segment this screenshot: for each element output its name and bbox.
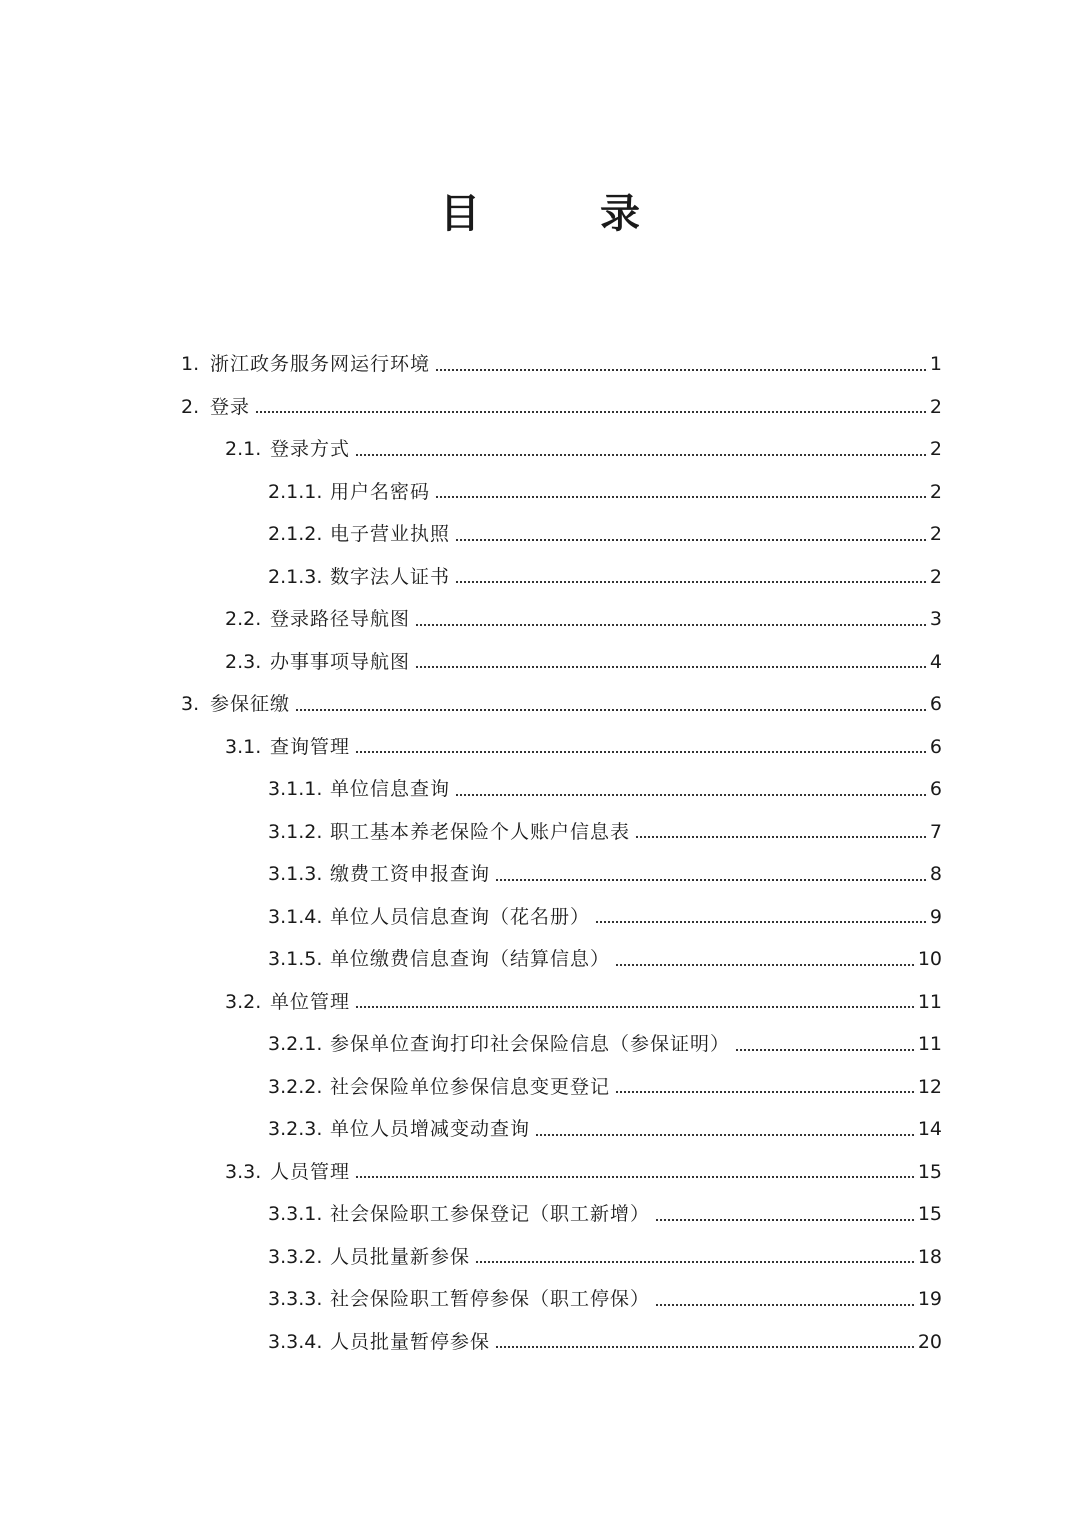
toc-entry[interactable] xyxy=(0,1108,1080,1151)
toc-entry-page-number: 15 xyxy=(917,1203,942,1226)
toc-entry-label: 人员管理 xyxy=(270,1160,351,1183)
dot-leader xyxy=(736,1047,914,1051)
toc-entry[interactable] xyxy=(0,343,1080,386)
toc-entry-number: 3.1.5. xyxy=(268,948,323,971)
toc-entry-number: 2.1. xyxy=(225,438,262,461)
toc-entry-label: 单位人员增减变动查询 xyxy=(330,1118,531,1141)
dot-leader xyxy=(356,749,926,753)
toc-entry-page-number: 11 xyxy=(917,990,942,1013)
toc-entry-number: 1. xyxy=(181,353,200,376)
toc-entry-number: 3.1. xyxy=(225,735,262,758)
toc-entry[interactable] xyxy=(0,1193,1080,1236)
toc-entry[interactable] xyxy=(0,1151,1080,1194)
toc-entry[interactable] xyxy=(0,386,1080,429)
toc-entry-number: 3.3.3. xyxy=(268,1288,323,1311)
toc-entry-label: 社会保险职工参保登记（职工新增） xyxy=(330,1203,651,1226)
toc-entry-label: 登录路径导航图 xyxy=(270,608,411,631)
toc-entry-number: 3.1.3. xyxy=(268,863,323,886)
toc-entry-page-number: 8 xyxy=(929,863,942,886)
toc-entry[interactable] xyxy=(0,556,1080,599)
dot-leader xyxy=(296,707,926,711)
toc-entry-label: 参保单位查询打印社会保险信息（参保证明） xyxy=(330,1033,731,1056)
dot-leader xyxy=(616,1089,914,1093)
toc-entry-number: 3.1.2. xyxy=(268,820,323,843)
toc-entry[interactable] xyxy=(0,768,1080,811)
dot-leader xyxy=(416,664,926,668)
dot-leader xyxy=(456,792,926,796)
toc-entry[interactable] xyxy=(0,726,1080,769)
toc-entry-page-number: 19 xyxy=(917,1288,942,1311)
toc-entry[interactable] xyxy=(0,1236,1080,1279)
dot-leader xyxy=(256,409,926,413)
dot-leader xyxy=(356,452,926,456)
toc-entry-page-number: 9 xyxy=(929,905,942,928)
dot-leader xyxy=(416,622,926,626)
toc-entry-page-number: 6 xyxy=(929,778,942,801)
toc-entry-number: 3.3. xyxy=(225,1160,262,1183)
dot-leader xyxy=(436,494,926,498)
toc-entry[interactable] xyxy=(0,641,1080,684)
toc-entry-label: 单位人员信息查询（花名册） xyxy=(330,905,591,928)
toc-entry-number: 2.1.2. xyxy=(268,523,323,546)
toc-entry-label: 登录 xyxy=(210,395,251,418)
toc-entry-label: 参保征缴 xyxy=(210,693,291,716)
toc-entry-number: 2.1.3. xyxy=(268,565,323,588)
toc-entry-label: 职工基本养老保险个人账户信息表 xyxy=(330,820,631,843)
toc-entry-page-number: 18 xyxy=(917,1245,942,1268)
toc-entry-label: 单位缴费信息查询（结算信息） xyxy=(330,948,611,971)
dot-leader xyxy=(656,1217,914,1221)
table-of-contents xyxy=(0,343,1080,1363)
toc-entry-page-number: 1 xyxy=(929,353,942,376)
dot-leader xyxy=(476,1259,914,1263)
toc-entry[interactable] xyxy=(0,896,1080,939)
toc-entry-number: 3.1.1. xyxy=(268,778,323,801)
toc-entry-label: 缴费工资申报查询 xyxy=(330,863,491,886)
toc-entry[interactable] xyxy=(0,598,1080,641)
dot-leader xyxy=(356,1004,914,1008)
toc-entry-number: 2.3. xyxy=(225,650,262,673)
dot-leader xyxy=(616,962,914,966)
toc-entry-label: 社会保险职工暂停参保（职工停保） xyxy=(330,1288,651,1311)
toc-entry[interactable] xyxy=(0,853,1080,896)
toc-entry[interactable] xyxy=(0,981,1080,1024)
toc-entry-label: 浙江政务服务网运行环境 xyxy=(210,353,431,376)
dot-leader xyxy=(456,537,926,541)
toc-entry-number: 3.3.2. xyxy=(268,1245,323,1268)
toc-entry[interactable] xyxy=(0,1321,1080,1364)
toc-entry-page-number: 2 xyxy=(929,395,942,418)
toc-entry-page-number: 6 xyxy=(929,735,942,758)
dot-leader xyxy=(536,1132,914,1136)
dot-leader xyxy=(356,1174,914,1178)
dot-leader xyxy=(496,1344,914,1348)
dot-leader xyxy=(436,367,926,371)
toc-entry[interactable] xyxy=(0,811,1080,854)
toc-entry-label: 人员批量暂停参保 xyxy=(330,1330,491,1353)
toc-entry[interactable] xyxy=(0,1023,1080,1066)
toc-entry-label: 登录方式 xyxy=(270,438,351,461)
toc-entry-page-number: 2 xyxy=(929,565,942,588)
toc-entry[interactable] xyxy=(0,938,1080,981)
toc-entry-page-number: 11 xyxy=(917,1033,942,1056)
toc-entry-page-number: 2 xyxy=(929,523,942,546)
toc-entry-page-number: 20 xyxy=(917,1330,942,1353)
toc-entry-page-number: 10 xyxy=(917,948,942,971)
toc-entry-page-number: 6 xyxy=(929,693,942,716)
toc-entry-label: 办事事项导航图 xyxy=(270,650,411,673)
toc-entry-number: 3.2. xyxy=(225,990,262,1013)
toc-entry-page-number: 3 xyxy=(929,608,942,631)
toc-entry-number: 2.1.1. xyxy=(268,480,323,503)
toc-entry-number: 3. xyxy=(181,693,200,716)
toc-entry-page-number: 15 xyxy=(917,1160,942,1183)
toc-entry-number: 3.2.2. xyxy=(268,1075,323,1098)
dot-leader xyxy=(636,834,926,838)
dot-leader xyxy=(596,919,926,923)
toc-entry-number: 3.2.3. xyxy=(268,1118,323,1141)
toc-entry[interactable] xyxy=(0,471,1080,514)
dot-leader xyxy=(656,1302,914,1306)
toc-entry-page-number: 4 xyxy=(929,650,942,673)
toc-entry-label: 单位信息查询 xyxy=(330,778,451,801)
toc-entry-page-number: 7 xyxy=(929,820,942,843)
dot-leader xyxy=(496,877,926,881)
toc-entry-page-number: 12 xyxy=(917,1075,942,1098)
toc-entry-number: 3.3.1. xyxy=(268,1203,323,1226)
toc-entry-label: 社会保险单位参保信息变更登记 xyxy=(330,1075,611,1098)
toc-entry-label: 查询管理 xyxy=(270,735,351,758)
toc-entry-page-number: 14 xyxy=(917,1118,942,1141)
toc-entry[interactable] xyxy=(0,683,1080,726)
page-title: 目 录 xyxy=(440,190,680,237)
toc-entry-label: 人员批量新参保 xyxy=(330,1245,471,1268)
toc-entry[interactable] xyxy=(0,1278,1080,1321)
dot-leader xyxy=(456,579,926,583)
toc-entry-label: 数字法人证书 xyxy=(330,565,451,588)
toc-entry-number: 3.1.4. xyxy=(268,905,323,928)
toc-entry-number: 3.3.4. xyxy=(268,1330,323,1353)
toc-entry-number: 3.2.1. xyxy=(268,1033,323,1056)
toc-entry[interactable] xyxy=(0,1066,1080,1109)
toc-entry-page-number: 2 xyxy=(929,480,942,503)
toc-entry-label: 用户名密码 xyxy=(330,480,431,503)
toc-entry[interactable] xyxy=(0,428,1080,471)
toc-entry-label: 单位管理 xyxy=(270,990,351,1013)
toc-entry-number: 2. xyxy=(181,395,200,418)
toc-entry-number: 2.2. xyxy=(225,608,262,631)
toc-entry-page-number: 2 xyxy=(929,438,942,461)
toc-entry[interactable] xyxy=(0,513,1080,556)
toc-entry-label: 电子营业执照 xyxy=(330,523,451,546)
